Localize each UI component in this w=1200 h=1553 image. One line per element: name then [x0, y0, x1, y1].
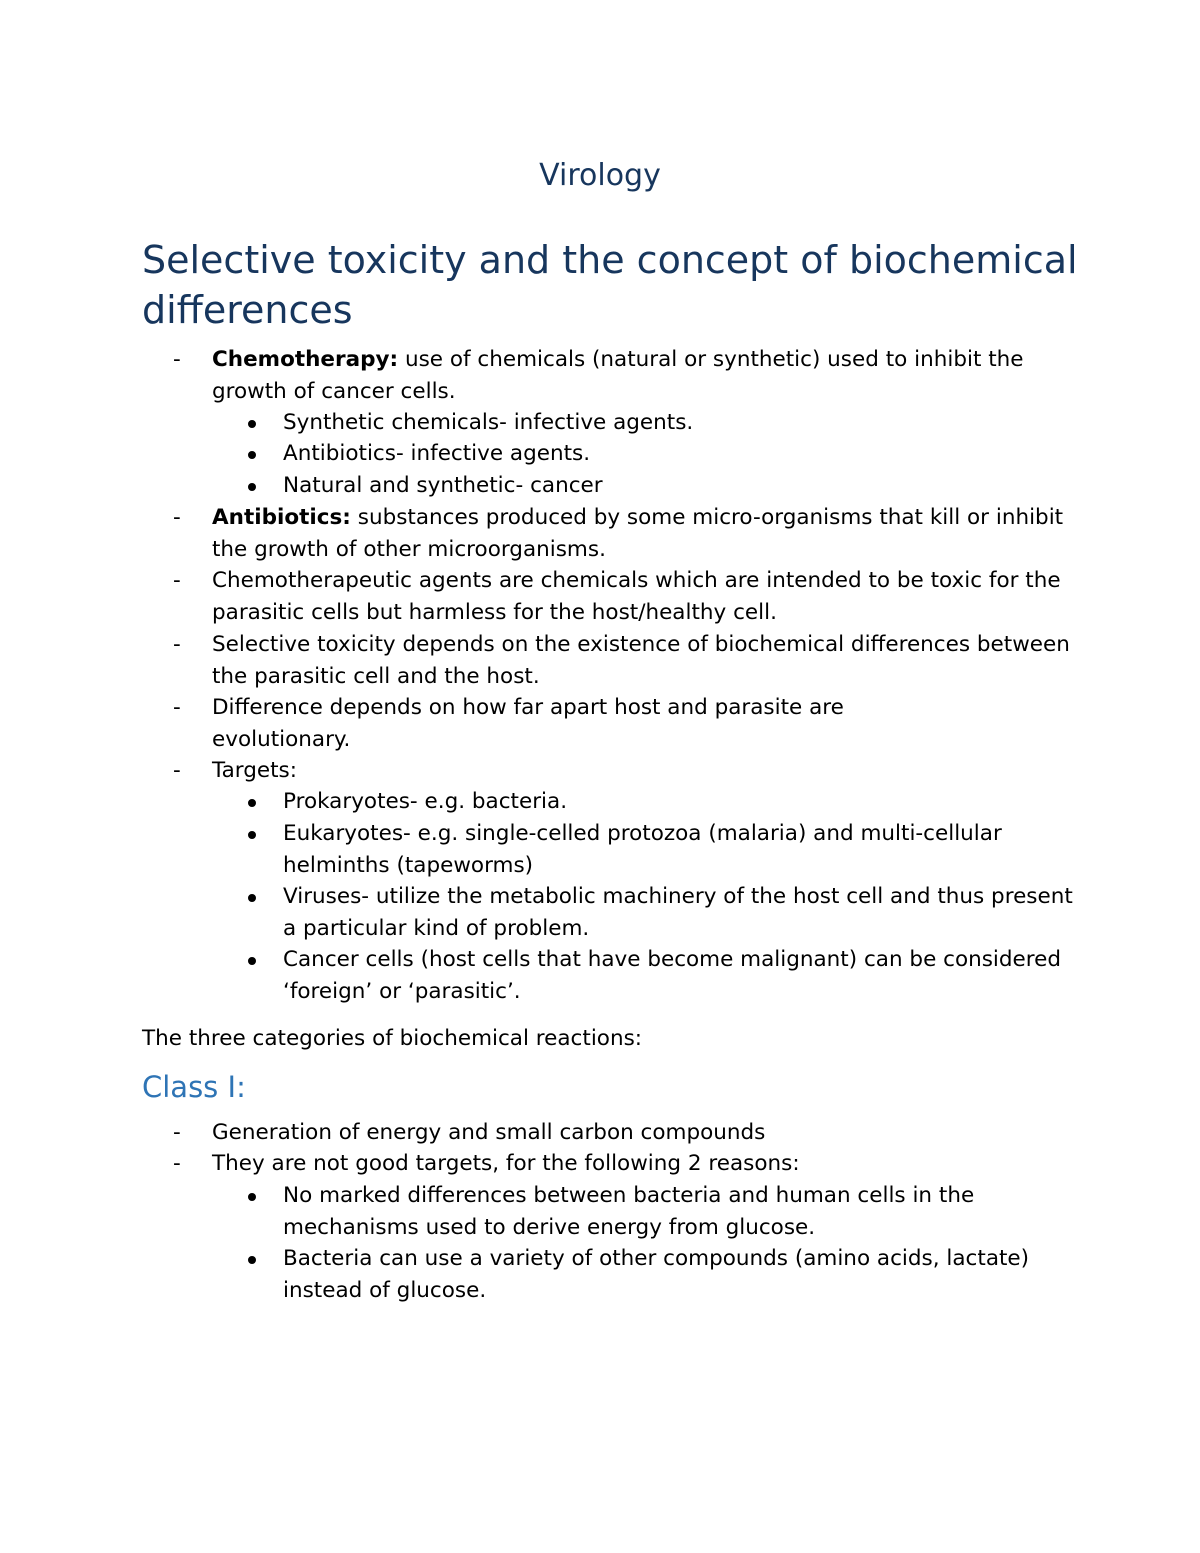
list-item: Bacteria can use a variety of other compounds (amino acids, lactate) instead of glucose. [283, 1246, 1030, 1303]
bullet-marker [248, 957, 256, 965]
bullet-marker [248, 451, 256, 459]
list-item: Targets: [212, 758, 297, 783]
list-item: Generation of energy and small carbon compounds [212, 1120, 766, 1145]
list-item: Prokaryotes- e.g. bacteria. [283, 789, 568, 814]
list-item-chemotherapy [212, 344, 1092, 407]
list-item: Selective toxicity depends on the existence of biochemical differences between the parasitic cell and the host. [212, 632, 1070, 689]
term-definition: use of chemicals (natural or synthetic) used to inhibit the growth of cancer cells. [212, 347, 1024, 404]
dash-marker: - [173, 695, 181, 720]
list-item: Eukaryotes- e.g. single-celled protozoa (malaria) and multi-cellular helminths (tapeworms) [283, 821, 1002, 878]
class1-heading: Class I: [142, 1070, 246, 1104]
dash-marker: - [173, 505, 181, 530]
list-item: Difference depends on how far apart host and parasite are evolutionary. [212, 695, 844, 752]
section-heading: Selective toxicity and the concept of biochemical differences [142, 238, 1078, 332]
list-item-antibiotics [212, 502, 1092, 565]
list-item: Cancer cells (host cells that have become malignant) can be considered ‘foreign’ or ‘parasitic’. [283, 947, 1062, 1004]
categories-intro: The three categories of biochemical reactions: [142, 1026, 643, 1051]
document-title: Virology [539, 158, 661, 193]
dash-marker: - [173, 347, 181, 372]
list-item: No marked differences between bacteria and human cells in the mechanisms used to derive energy from glucose. [283, 1183, 975, 1240]
list-item: They are not good targets, for the following 2 reasons: [212, 1151, 800, 1176]
dash-marker: - [173, 758, 181, 783]
dash-marker: - [173, 632, 181, 657]
bullet-marker [248, 1256, 256, 1264]
list-item: Natural and synthetic- cancer [283, 473, 603, 498]
term-label: Antibiotics: [212, 505, 351, 530]
bullet-marker [248, 420, 256, 428]
list-item: Antibiotics- infective agents. [283, 441, 591, 466]
list-item: Chemotherapeutic agents are chemicals which are intended to be toxic for the parasitic cells but harmless for the host/healthy cell. [212, 568, 1061, 625]
list-item: Synthetic chemicals- infective agents. [283, 410, 694, 435]
bullet-marker [248, 483, 256, 491]
bullet-marker [248, 894, 256, 902]
list-item: Viruses- utilize the metabolic machinery of the host cell and thus present a particular kind of problem. [283, 884, 1073, 941]
dash-marker: - [173, 1120, 181, 1145]
bullet-marker [248, 831, 256, 839]
dash-marker: - [173, 1151, 181, 1176]
bullet-marker [248, 799, 256, 807]
term-label: Chemotherapy: [212, 347, 399, 372]
term-definition: substances produced by some micro-organisms that kill or inhibit the growth of other microorganisms. [212, 505, 1064, 562]
dash-marker: - [173, 568, 181, 593]
bullet-marker [248, 1193, 256, 1201]
